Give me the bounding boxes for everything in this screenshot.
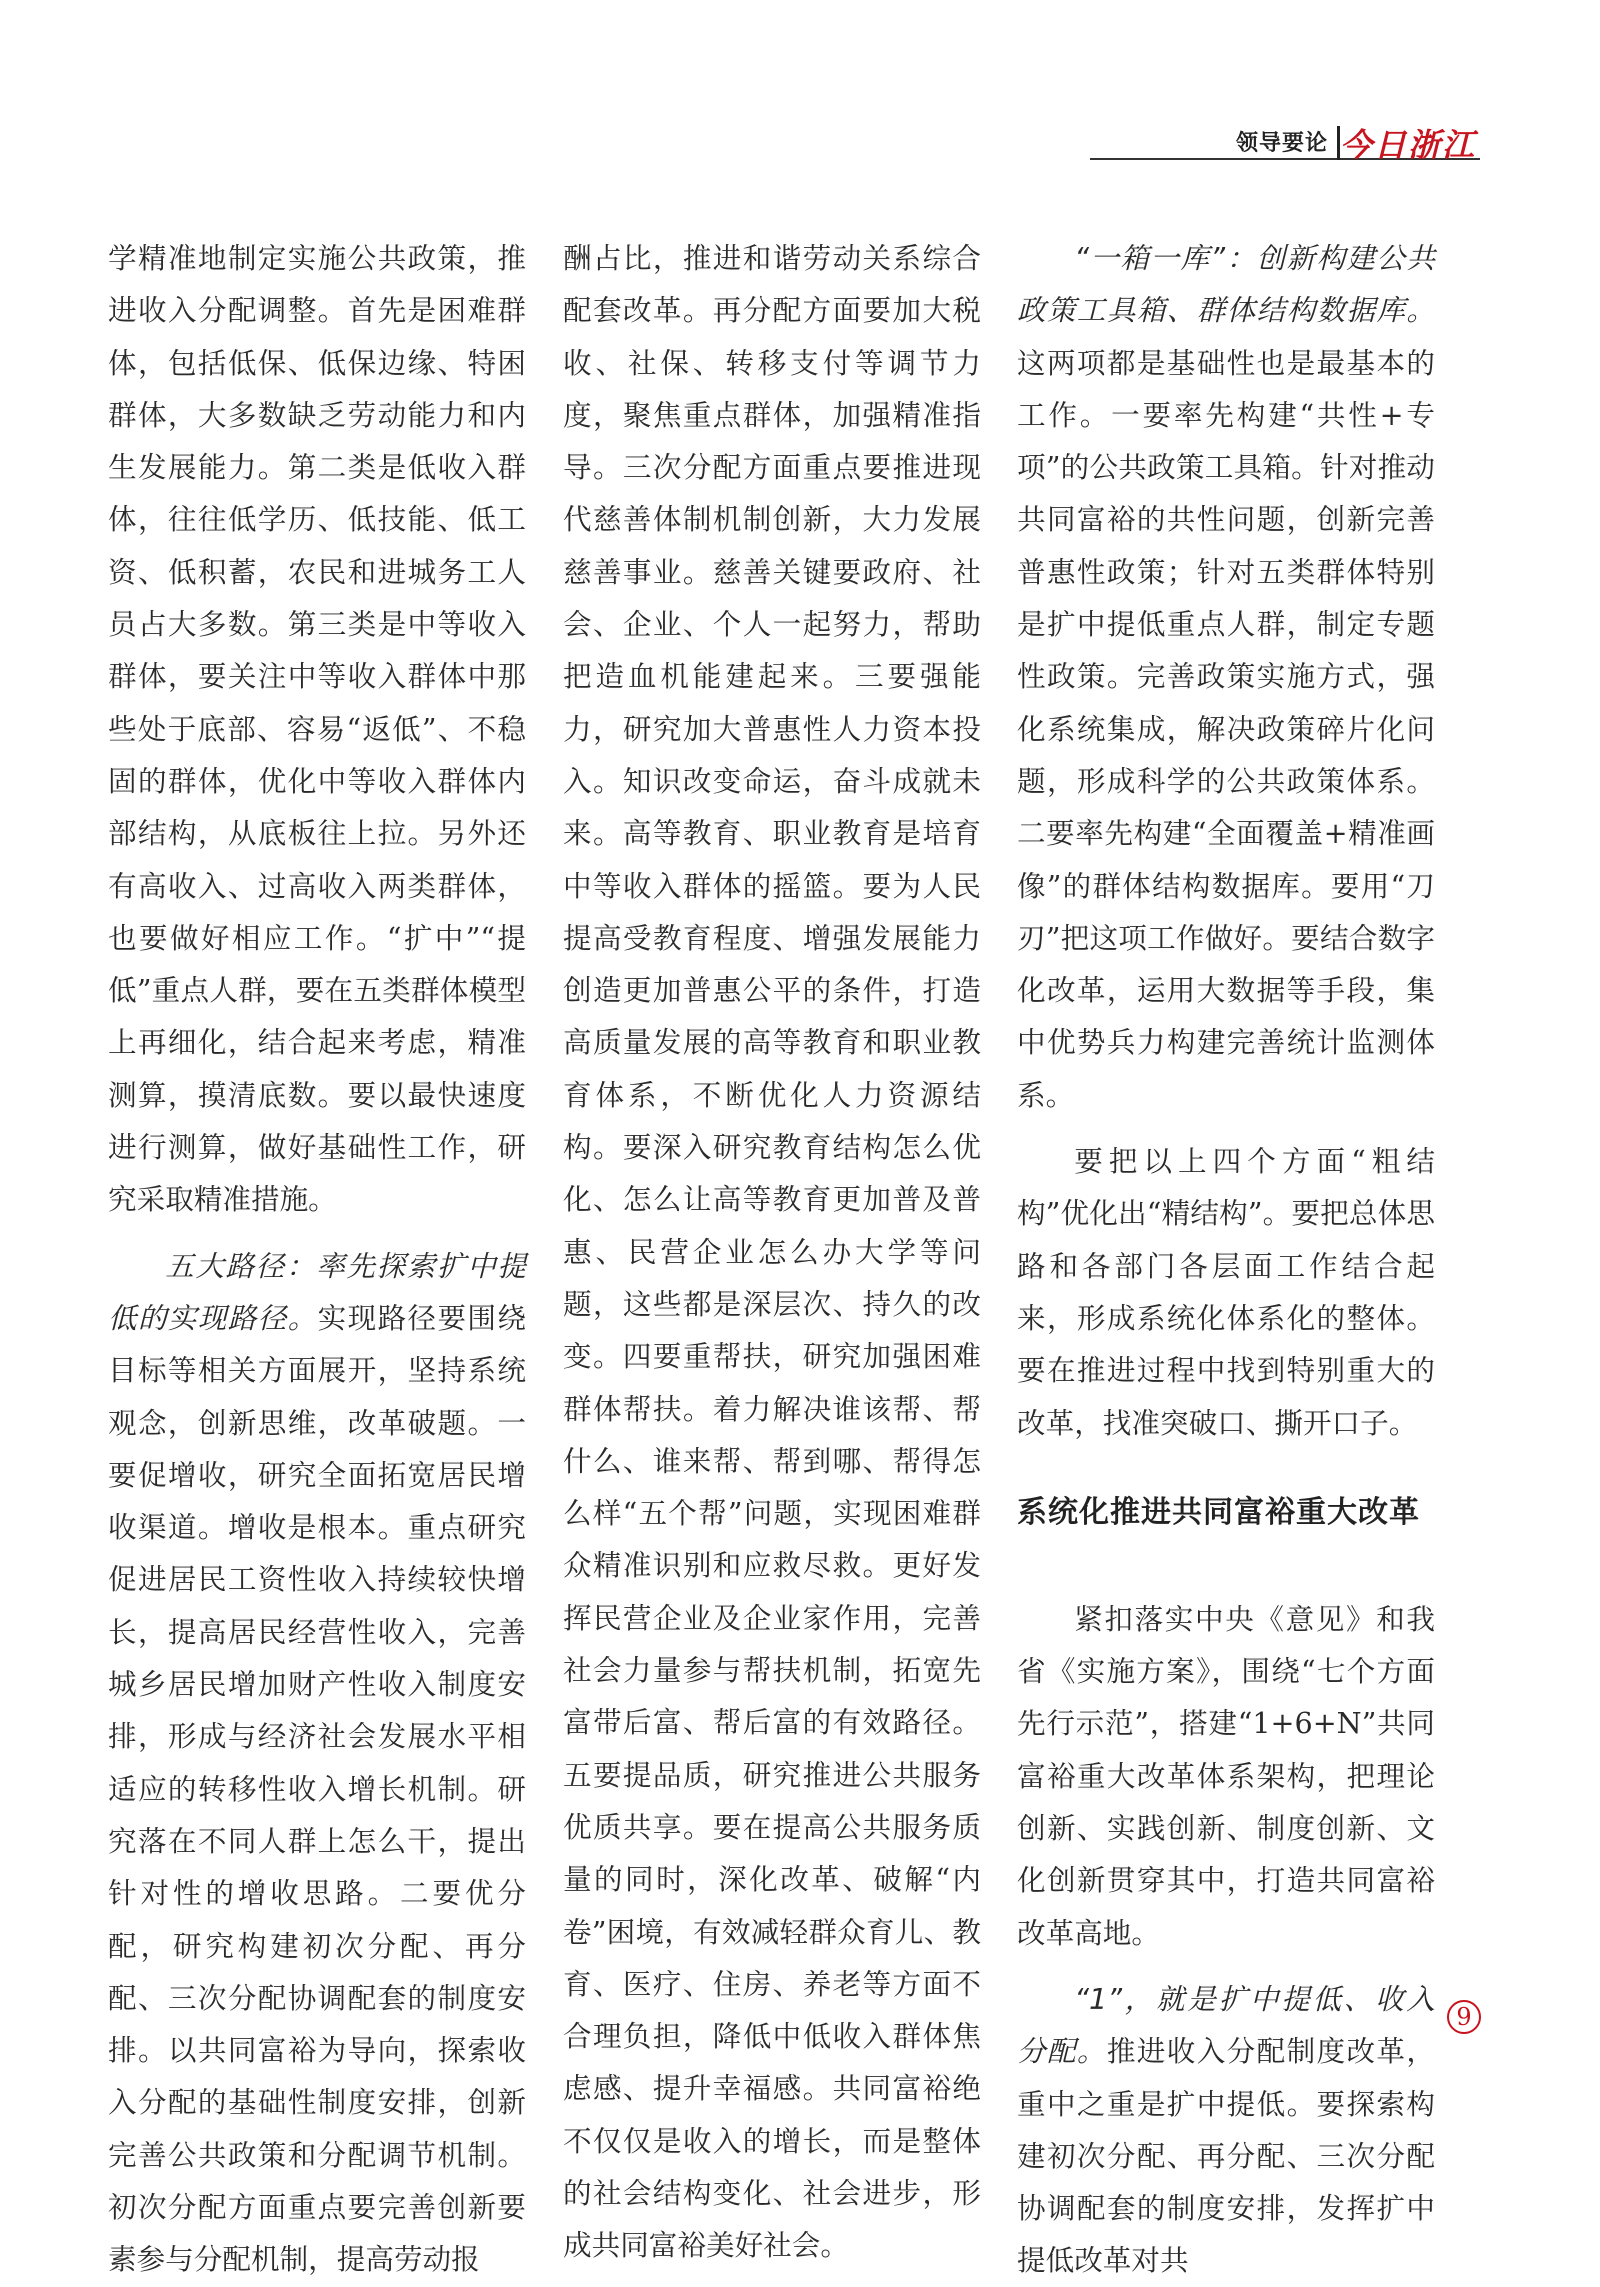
column-1 <box>108 232 526 2286</box>
paragraph-body: 推进收入分配制度改革，重中之重是扩中提低。要探索构建初次分配、再分配、三次分配协调配套的制度安排，发挥扩中提低改革对共 <box>1017 2034 1435 2278</box>
section-title: 领导要论 <box>1235 131 1328 156</box>
paragraph: 学精准地制定实施公共政策，推进收入分配调整。首先是困难群体，包括低保、低保边缘、特困群体，大多数缺乏劳动能力和内生发展能力。第二类是低收入群体，往往低学历、低技能、低工资、低积蓄，农民和进城务工人员占大多数。第三类是中等收入群体，要关注中等收入群体中那些处于底部、容易“返低”、不稳固的群体，优化中等收入群体内部结构，从底板往上拉。另外还有高收入、过高收入两类群体，也要做好相应工作。“扩中”“提低”重点人群，要在五类群体模型上再细化，结合起来考虑，精准测算，摸清底数。要以最快速度进行测算，做好基础性工作，研究采取精准措施。 <box>108 241 526 1217</box>
paragraph: 紧扣落实中央《意见》和我省《实施方案》，围绕“七个方面先行示范”，搭建“1+6+N”共同富裕重大改革体系架构，把理论创新、实践创新、制度创新、文化创新贯穿其中，打造共同富裕改革高地。 <box>1017 1601 1435 1950</box>
page-number: 9 <box>1447 2000 1481 2034</box>
paragraph-lead: “一箱一库”：创新构建公共政策工具箱、群体结构数据库。 <box>1017 241 1435 328</box>
paragraph-body: 这两项都是基础性也是最基本的工作。一要率先构建“共性+专项”的公共政策工具箱。针对推动共同富裕的共性问题，创新完善普惠性政策；针对五类群体特别是扩中提低重点人群，制定专题性政策。完善政策实施方式，强化系统集成，解决政策碎片化问题，形成科学的公共政策体系。二要率先构建“全面覆盖+精准画像”的群体结构数据库。要用“刀刃”把这项工作做好。要结合数字化改革，运用大数据等手段，集中优势兵力构建完善统计监测体系。 <box>1017 345 1435 1112</box>
magazine-logo: 今日浙江 <box>1339 126 1476 164</box>
section-heading: 系统化推进共同富裕重大改革 <box>1017 1494 1420 1530</box>
paragraph <box>1017 232 1435 1121</box>
paragraph <box>108 1240 526 2286</box>
running-header <box>1080 124 1480 164</box>
paragraph <box>1017 1973 1435 2287</box>
paragraph: 酬占比，推进和谐劳动关系综合配套改革。再分配方面要加大税收、社保、转移支付等调节力度，聚焦重点群体，加强精准指导。三次分配方面重点要推进现代慈善体制机制创新，大力发展慈善事业。慈善关键要政府、社会、企业、个人一起努力，帮助把造血机能建起来。三要强能力，研究加大普惠性人力资本投入。知识改变命运，奋斗成就未来。高等教育、职业教育是培育中等收入群体的摇篮。要为人民提高受教育程度、增强发展能力创造更加普惠公平的条件，打造高质量发展的高等教育和职业教育体系，不断优化人力资源结构。要深入研究教育结构怎么优化、怎么让高等教育更加普及普惠、民营企业怎么办大学等问题，这些都是深层次、持久的改变。四要重帮扶，研究加强困难群体帮扶。着力解决谁该帮、帮什么、谁来帮、帮到哪、帮得怎么样“五个帮”问题，实现困难群众精准识别和应救尽救。更好发挥民营企业及企业家作用，完善社会力量参与帮扶机制，拓宽先富带后富、帮后富的有效路径。五要提品质，研究推进公共服务优质共享。要在提高公共服务质量的同时，深化改革、破解“内卷”困境，有效减轻群众育儿、教育、医疗、住房、养老等方面不合理负担，降低中低收入群体焦虑感、提升幸福感。共同富裕绝不仅仅是收入的增长，而是整体的社会结构变化、社会进步，形成共同富裕美好社会。 <box>563 241 981 2263</box>
column-2 <box>563 232 981 2272</box>
paragraph: 要把以上四个方面“粗结构”优化出“精结构”。要把总体思路和各部门各层面工作结合起来，形成系统化体系化的整体。要在推进过程中找到特别重大的改革，找准突破口、撕开口子。 <box>1017 1144 1435 1440</box>
paragraph-lead: “1”，就是扩中提低、收入分配。 <box>1017 1981 1435 2069</box>
paragraph-lead: 五大路径：率先探索扩中提低的实现路径。 <box>108 1248 526 1335</box>
paragraph-body: 实现路径要围绕目标等相关方面展开，坚持系统观念，创新思维，改革破题。一要促增收，研究全面拓宽居民增收渠道。增收是根本。重点研究促进居民工资性收入持续较快增长，提高居民经营性收入，完善城乡居民增加财产性收入制度安排，形成与经济社会发展水平相适应的转移性收入增长机制。研究落在不同人群上怎么干，提出针对性的增收思路。二要优分配，研究构建初次分配、再分配、三次分配协调配套的制度安排。以共同富裕为导向，探索收入分配的基础性制度安排，创新完善公共政策和分配调节机制。初次分配方面重点要完善创新要素参与分配机制，提高劳动报 <box>108 1300 526 2277</box>
column-3 <box>1017 232 1435 2287</box>
